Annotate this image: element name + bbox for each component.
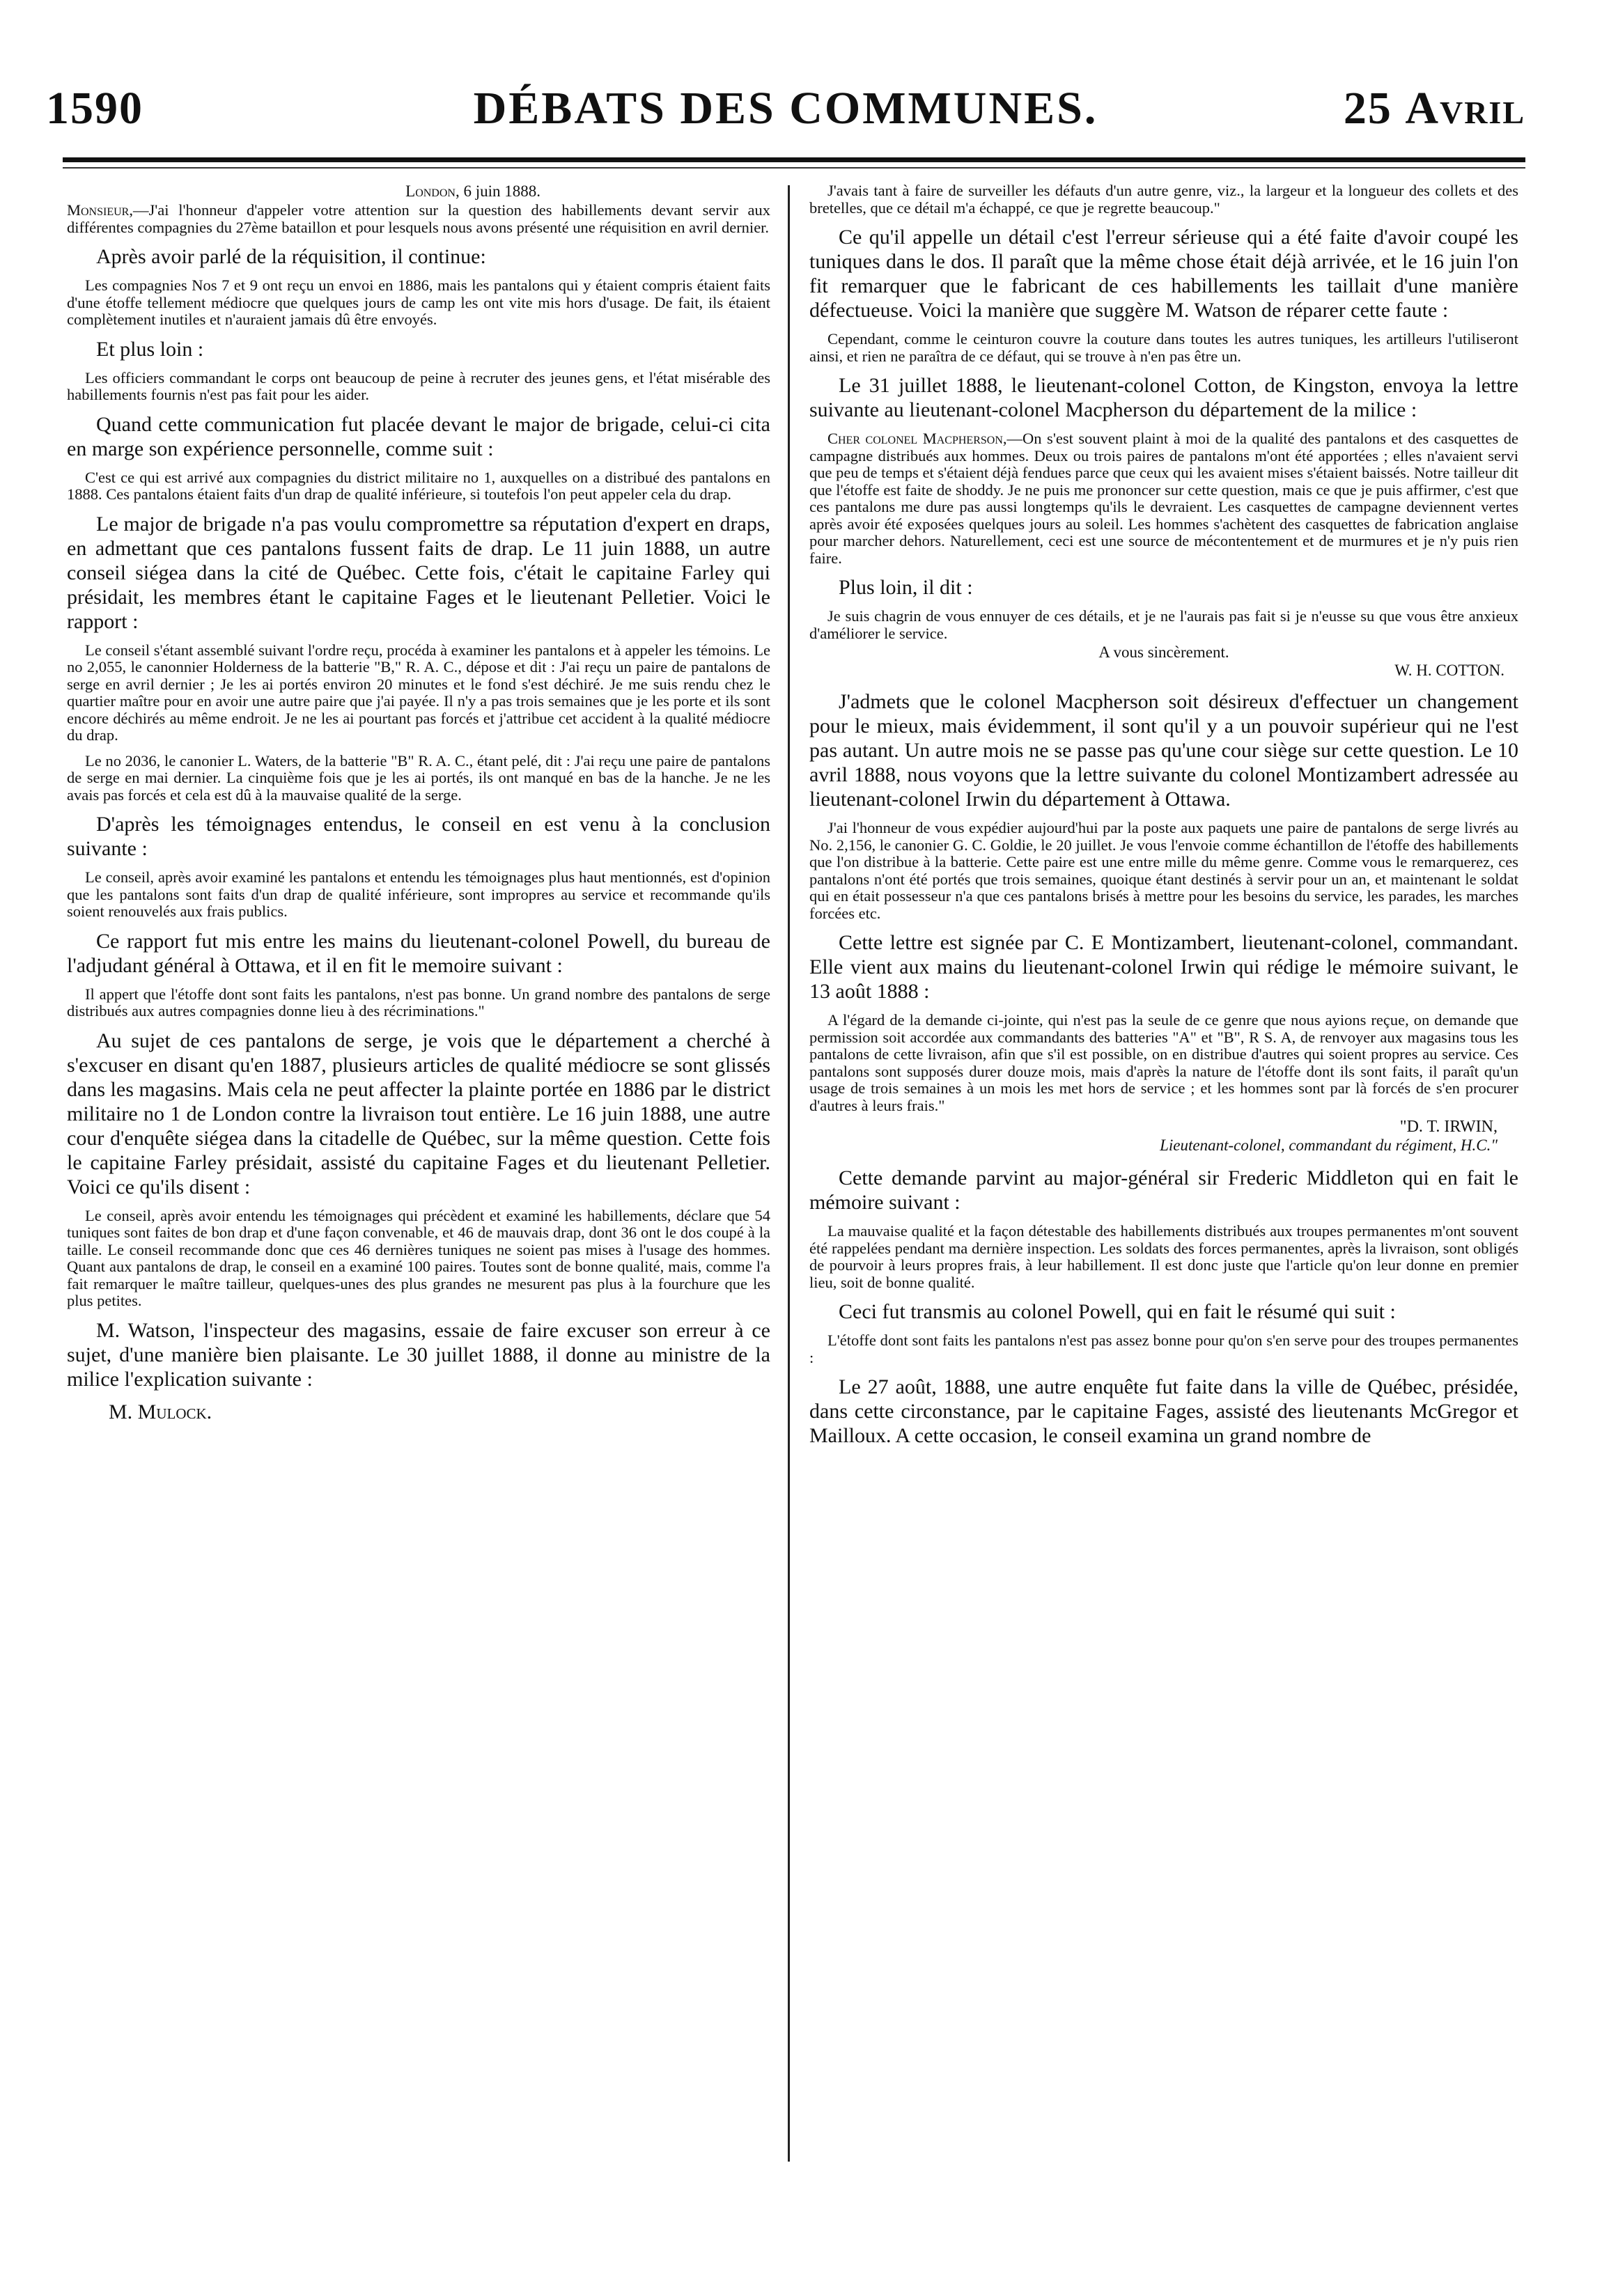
- quote-paragraph: Les compagnies Nos 7 et 9 ont reçu un envoi en 1886, mais les pantalons qui y étaient compris étaient faits d'une étoffe tellement médiocre que quelques jours de camp les ont vite mis hors d'usage. De fait, ils étaient complètement inutiles et n'auraient jamais dû être envoyés.: [67, 276, 770, 328]
- body-paragraph: Au sujet de ces pantalons de serge, je vois que le département a cherché à s'excuser en disant qu'en 1887, plusieurs articles de qualité médiocre se sont glissés dans les magasins. Mais cela ne peut affecter la plainte portée en 1886 par le district militaire no 1 de London contre la livraison tout entière. Le 16 juin 1888, une autre cour d'enquête siégea dans la citadelle de Québec, sur la même question. Cette fois le capitaine Farley présidait, assisté du capitaine Fages et du lieutenant Pelletier. Voici ce qu'ils disent :: [67, 1029, 770, 1198]
- quote-text: —On s'est souvent plaint à moi de la qualité des pantalons et des casquettes de campagne distribués aux hommes. Deux ou trois paires de pantalons m'ont été apportées ; elles n'avaient servi que peu de temps et s'étaient déjà fendues parce que ceux qui les avaient mises s'étaient baissés. Notre tailleur dit que l'étoffe est faite de shoddy. Je ne puis me prononcer sur cette question, mais ce que je puis affirmer, c'est que ces pantalons me dure pas aussi longtemps qu'ils le devraient. Les casquettes de campagne deviennent vertes après avoir été exposées quelques jours au soleil. Les hommes s'achètent des casquettes de fabrication anglaise pour marcher dehors. Naturellement, ceci est une source de mécontentement et de murmures et je n'y puis rien faire.: [809, 430, 1518, 567]
- right-column: [809, 182, 1518, 1456]
- dateline-city: London: [405, 182, 456, 200]
- letter-closing: A vous sincèrement.: [1098, 643, 1229, 661]
- quote-paragraph: Il appert que l'étoffe dont sont faits les pantalons, n'est pas bonne. Un grand nombre des pantalons de serge distribués aux autres compagnies donne lieu à des récriminations.": [67, 985, 770, 1020]
- speaker-name: M. Mulock.: [109, 1400, 212, 1423]
- body-paragraph: Cette lettre est signée par C. E Montizambert, lieutenant-colonel, commandant. Elle vient aux mains du lieutenant-colonel Irwin qui rédige le mémoire suivant, le 13 août 1888 :: [809, 931, 1518, 1003]
- signature-title: Lieutenant-colonel, commandant du régiment, H.C.": [1160, 1137, 1498, 1154]
- quote-paragraph: Le conseil, après avoir entendu les témoignages qui précèdent et examiné les habillements, déclare que 54 tuniques sont faites de bon drap et d'une façon convenable, et 46 de mauvais drap, dont 36 ont le dos coupé à la taille. Le conseil recommande donc que ces 46 dernières tuniques ne soient pas mises à l'usage des hommes. Quant aux pantalons de drap, le conseil en a examiné 100 paires. Toutes sont de bonne qualité, mais, comme l'a fait remarquer le maître tailleur, quelques-unes des plus grandes ne mesurent pas plus à la fourchure que les plus petites.: [67, 1206, 770, 1309]
- quote-paragraph: Le conseil s'étant assemblé suivant l'ordre reçu, procéda à examiner les pantalons et à appeler les témoins. Le no 2,055, le canonnier Holderness de la batterie "B," R. A. C., dépose et dit : J'ai reçu un paire de pantalons de serge en avril dernier ; Je les ai portés environ 20 minutes et le fond s'est déchiré. Je me suis rendu chez le quartier maître pour en avoir une autre paire que j'ai payée. Il n'y a pas trois semaines que je les porte et ils sont encore déchirés au même endroit. Je ne les ai pourtant pas forcés et j'attribue cet accident à la qualité médiocre du drap.: [67, 641, 770, 744]
- quote-paragraph: [67, 202, 770, 236]
- quote-paragraph: La mauvaise qualité et la façon détestable des habillements distribués aux troupes permanentes m'ont souvent été rappelées pendant ma dernière inspection. Les soldats des forces permanentes, après la livraison, sont obligés de pourvoir à leurs propres frais, à leur habillement. Il est donc juste que l'article qu'on leur donne en premier lieu, soit de bonne qualité.: [809, 1222, 1518, 1291]
- letter-signature: "D. T. IRWIN,: [1399, 1118, 1498, 1136]
- letter-salutation: Cher colonel Macpherson,: [827, 430, 1007, 447]
- quote-paragraph: Les officiers commandant le corps ont beaucoup de peine à recruter des jeunes gens, et l'état misérable des habillements fournis n'est pas fait pour les aider.: [67, 368, 770, 403]
- quote-text: —J'ai l'honneur d'appeler votre attention sur la question des habillements devant servir aux différentes compagnies du 27ème bataillon et pour lesquels nous avons présenté une réquisition en avril dernier.: [67, 201, 770, 236]
- quote-paragraph: Le conseil, après avoir examiné les pantalons et entendu les témoignages plus haut mentionnés, est d'opinion que les pantalons sont faits d'un drap de qualité inférieure, sont impropres au service et recommande qu'ils soient renouvelés aux frais publics.: [67, 868, 770, 920]
- body-paragraph: Ce rapport fut mis entre les mains du lieutenant-colonel Powell, du bureau de l'adjudant général à Ottawa, et il en fit le memoire suivant :: [67, 929, 770, 977]
- body-paragraph: Après avoir parlé de la réquisition, il continue:: [96, 245, 486, 268]
- page-number: 1590: [46, 83, 143, 134]
- dateline-date: , 6 juin 1888.: [455, 182, 541, 200]
- letter-signature: W. H. COTTON.: [1394, 662, 1504, 679]
- body-paragraph: Cette demande parvint au major-général sir Frederic Middleton qui en fait le mémoire suivant :: [809, 1166, 1518, 1214]
- body-paragraph: Plus loin, il dit :: [839, 576, 973, 599]
- body-paragraph: Ceci fut transmis au colonel Powell, qui en fait le résumé qui suit :: [839, 1300, 1396, 1323]
- left-column: [67, 182, 770, 1424]
- letter-salutation: Monsieur,: [67, 201, 133, 219]
- letter-dateline: [67, 182, 541, 201]
- page-header: [46, 82, 1525, 145]
- body-paragraph: Le 27 août, 1888, une autre enquête fut faite dans la ville de Québec, présidée, dans cette circonstance, par le capitaine Fages, assisté des lieutenants McGregor et Mailloux. A cette occasion, le conseil examina un grand nombre de: [809, 1375, 1518, 1447]
- quote-paragraph: A l'égard de la demande ci-jointe, qui n'est pas la seule de ce genre que nous ayions reçue, on demande que permission soit accordée aux commandants des batteries "A" et "B", R S. A, de renvoyer aux magasins tous les pantalons de cette livraison, afin que s'il est possible, on en distribue d'autres qui soient propres au service. Ces pantalons sont supposés durer douze mois, mais d'après la nature de l'étoffe dont ils sont faits, il paraît qu'un usage de trois semaines à un mois les met hors de service ; et les hommes sont par là forcés de s'en procurer d'autres à leurs frais.": [809, 1011, 1518, 1114]
- header-rule-thin: [63, 167, 1525, 169]
- body-paragraph: Le major de brigade n'a pas voulu compromettre sa réputation d'expert en draps, en admettant que ces pantalons fussent faits de drap. Le 11 juin 1888, un autre conseil siégea dans la cité de Québec. Cette fois, c'était le capitaine Farley qui présidait, les membres étant le capitaine Fages et le lieutenant Pelletier. Voici le rapport :: [67, 512, 770, 633]
- page-date: [1344, 82, 1525, 135]
- quote-paragraph: Le no 2036, le canonier L. Waters, de la batterie "B" R. A. C., étant pelé, dit : J'ai reçu une paire de pantalons de serge en mai dernier. La cinquième fois que je les ai portés, ils ont manqué en bas de la hanche. Je ne les avais pas forcés et cela est dû à la mauvaise qualité de la serge.: [67, 751, 770, 804]
- body-paragraph: Le 31 juillet 1888, le lieutenant-colonel Cotton, de Kingston, envoya la lettre suivante au lieutenant-colonel Macpherson du département de la milice :: [809, 374, 1518, 421]
- date-month: Avril: [1405, 83, 1525, 134]
- quote-paragraph: J'ai l'honneur de vous expédier aujourd'hui par la poste aux paquets une paire de pantalons de serge livrés au No. 2,156, le canonier G. C. Goldie, le 20 juillet. Je vous l'envoie comme échantillon de l'étoffe des habillements que l'on distribue à la batterie. Cette paire est une entre mille du même genre. Comme vous le remarquerez, ces pantalons n'ont été portés que trois semaines, quoique étant destinés à servir pour un an, et maintenant le soldat qui en était possesseur n'a que ces pantalons brisés à mettre pour les besoins du service, les parades, les marches forcées etc.: [809, 819, 1518, 922]
- body-paragraph: M. Watson, l'inspecteur des magasins, essaie de faire excuser son erreur à ce sujet, d'une manière bien plaisante. Le 30 juillet 1888, il donne au ministre de la milice l'explication suivante :: [67, 1318, 770, 1391]
- quote-paragraph: C'est ce qui est arrivé aux compagnies du district militaire no 1, auxquelles on a distribué des pantalons en 1888. Ces pantalons étaient faits d'un drap de qualité inférieure, si toutefois l'on peut appeler cela du drap.: [67, 468, 770, 503]
- quote-paragraph: Je suis chagrin de vous ennuyer de ces détails, et je ne l'aurais pas fait si je n'eusse su que vous être anxieux d'améliorer le service.: [809, 607, 1518, 642]
- column-divider: [788, 185, 790, 2162]
- quote-paragraph: L'étoffe dont sont faits les pantalons n'est pas assez bonne pour qu'on s'en serve pour des troupes permanentes :: [809, 1331, 1518, 1366]
- page-title: DÉBATS DES COMMUNES.: [473, 83, 1098, 134]
- quote-paragraph: J'avais tant à faire de surveiller les défauts d'un autre genre, viz., la largeur et la longueur des collets et des bretelles, que ce détail m'a échappé, ce que je regrette beaucoup.": [809, 182, 1518, 217]
- body-paragraph: Ce qu'il appelle un détail c'est l'erreur sérieuse qui a été faite d'avoir coupé les tuniques dans le dos. Il paraît que la même chose était déjà arrivée, et le 16 juin l'on fit remarquer que le fabricant de ces habillements les taillait d'une manière défectueuse. Voici la manière que suggère M. Watson de réparer cette faute :: [809, 226, 1518, 322]
- header-rule-thick: [63, 157, 1525, 162]
- date-day: 25: [1343, 83, 1392, 134]
- body-paragraph: Quand cette communication fut placée devant le major de brigade, celui-ci cita en marge son expérience personnelle, comme suit :: [67, 412, 770, 460]
- quote-paragraph: [809, 430, 1518, 567]
- quote-paragraph: Cependant, comme le ceinturon couvre la couture dans toutes les autres tuniques, les artilleurs l'utiliseront ainsi, et rien ne paraîtra de ce défaut, qui se trouve à n'en pas être un.: [809, 330, 1518, 365]
- body-paragraph: D'après les témoignages entendus, le conseil en est venu à la conclusion suivante :: [67, 813, 770, 860]
- body-paragraph: Et plus loin :: [96, 337, 204, 361]
- body-paragraph: J'admets que le colonel Macpherson soit désireux d'effectuer un changement pour le mieux, mais évidemment, il sont qu'il y a un pouvoir supérieur qui ne l'est pas autant. Un autre mois ne se passe pas qu'une cour siège sur cette question. Le 10 avril 1888, nous voyons que la lettre suivante du colonel Montizambert adressée au lieutenant-colonel Irwin du département à Ottawa.: [809, 690, 1518, 811]
